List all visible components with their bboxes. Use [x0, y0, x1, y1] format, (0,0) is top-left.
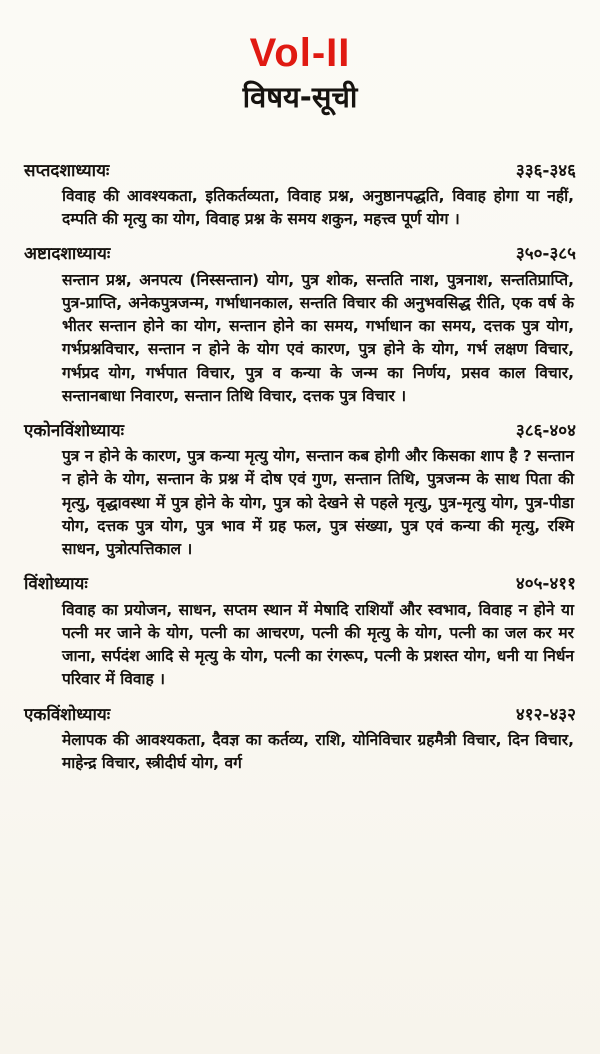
- chapter-description: विवाह की आवश्यकता, इतिकर्तव्यता, विवाह प्रश्न, अनुष्ठानपद्धति, विवाह होगा या नहीं, दम्पति की मृत्यु का योग, विवाह प्रश्न के समय शकुन, महत्त्व पूर्ण योग ।: [62, 186, 574, 229]
- chapter-description: विवाह का प्रयोजन, साधन, सप्तम स्थान में मेषादि राशियाँ और स्वभाव, विवाह न होने या पत्नी मर जाने के योग, पत्नी का आचरण, पत्नी की मृत्यु के योग, पत्नी का जल कर मर जाना, सर्पदंश आदि से मृत्यु के योग, पत्नी का रंगरूप, पत्नी के प्रशस्त योग, धनी या निर्धन परिवार में विवाह ।: [62, 600, 574, 689]
- chapter-heading-row: [24, 243, 576, 265]
- chapter-title: विंशोध्यायः: [24, 574, 88, 595]
- chapter-page-range: ४०५-४११: [515, 574, 576, 595]
- chapter-title: एकोनविंशोध्यायः: [24, 421, 125, 442]
- toc-entry: [24, 160, 576, 232]
- chapter-title: एकविंशोध्यायः: [24, 704, 111, 725]
- toc-entry: [24, 420, 576, 561]
- chapter-heading-row: [24, 573, 576, 595]
- chapter-description: पुत्र न होने के कारण, पुत्र कन्या मृत्यु योग, सन्तान कब होगी और किसका शाप है ? सन्तान न होने के योग, सन्तान के प्रश्न में दोष एवं गुण, सन्तान तिथि, पुत्रजन्म के साथ पिता की मृत्यु, वृद्धावस्था में पुत्र होने के योग, पुत्र को देखने से पहले मृत्यु, पुत्र-मृत्यु योग, पुत्र-पीडा योग, दत्तक पुत्र योग, पुत्र भाव में ग्रह फल, पुत्र संख्या, पुत्र एवं कन्या की मृत्यु, रश्मि साधन, पुत्रोत्पत्तिकाल ।: [62, 447, 574, 559]
- chapter-page-range: ३३६-३४६: [515, 160, 576, 181]
- chapter-page-range: ४१२-४३२: [515, 704, 576, 725]
- chapter-title: सप्तदशाध्यायः: [24, 160, 110, 181]
- toc-entry: [24, 704, 576, 776]
- chapter-heading-row: [24, 420, 576, 442]
- chapter-description: मेलापक की आवश्यकता, दैवज्ञ का कर्तव्य, राशि, योनिविचार ग्रहमैत्री विचार, दिन विचार, माहेन्द्र विचार, स्त्रीदीर्घ योग, वर्ग: [62, 730, 574, 772]
- chapter-title: अष्टादशाध्यायः: [24, 244, 111, 265]
- chapter-heading-row: [24, 704, 576, 726]
- chapter-page-range: ३५०-३८५: [515, 244, 576, 265]
- contents-heading: विषय-सूची: [242, 80, 358, 114]
- volume-title: Vol-II: [249, 31, 351, 75]
- toc-entry: [24, 573, 576, 691]
- chapter-description: सन्तान प्रश्न, अनपत्य (निस्सन्तान) योग, पुत्र शोक, सन्तति नाश, पुत्रनाश, सन्ततिप्राप्ति, पुत्र-प्राप्ति, अनेकपुत्रजन्म, गर्भाधानकाल, सन्तति विचार की अनुभवसिद्ध रीति, एक वर्ष के भीतर सन्तान होने का योग, सन्तान होने का समय, गर्भाधान का समय, दत्तक पुत्र योग, गर्भप्रश्नविचार, सन्तान न होने के योग एवं कारण, पुत्र होने के योग, गर्भ लक्षण विचार, गर्भप्रद योग, गर्भपात विचार, पुत्र व कन्या के जन्म का निर्णय, प्रसव काल विचार, सन्तानबाधा निवारण, सन्तान तिथि विचार, दत्तक पुत्र विचार ।: [62, 270, 574, 405]
- chapter-page-range: ३८६-४०४: [515, 421, 576, 442]
- chapter-heading-row: [24, 160, 576, 182]
- toc-entry: [24, 243, 576, 408]
